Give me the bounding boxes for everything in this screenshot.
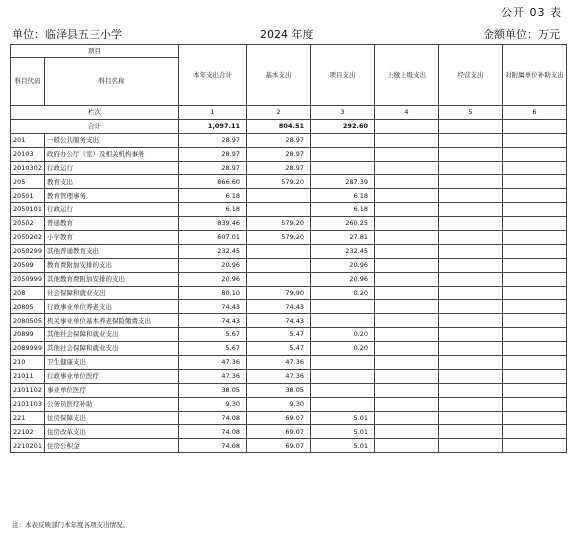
subject-name-cell: 住房保障支出	[45, 411, 179, 425]
item-cell: 5.01	[311, 411, 375, 425]
total-cell: 74.08	[179, 425, 247, 439]
subject-name-cell: 卫生健康支出	[45, 356, 179, 370]
total-cell: 839.46	[179, 217, 247, 231]
subject-code-cell: 20502	[11, 217, 45, 231]
business-cell	[439, 133, 503, 147]
index-cell: 5	[439, 106, 503, 120]
business-cell	[439, 258, 503, 272]
subsidiary-cell	[503, 439, 567, 453]
empty-cell	[503, 119, 567, 133]
business-cell	[439, 231, 503, 245]
item-cell	[311, 356, 375, 370]
item-cell	[311, 314, 375, 328]
table-row	[11, 258, 567, 272]
item-header: 项目支出	[311, 45, 375, 106]
item-cell	[311, 397, 375, 411]
header-row-top	[11, 45, 567, 58]
subsidiary-cell	[503, 161, 567, 175]
subject-name-cell: 教育支出	[45, 175, 179, 189]
basic-cell: 69.07	[247, 411, 311, 425]
basic-cell: 47.36	[247, 356, 311, 370]
subsidiary-header: 对附属单位补助支出	[503, 45, 567, 106]
empty-cell	[439, 119, 503, 133]
superior-cell	[375, 286, 439, 300]
subsidiary-cell	[503, 425, 567, 439]
item-cell: 5.01	[311, 425, 375, 439]
item-cell	[311, 147, 375, 161]
superior-cell	[375, 133, 439, 147]
subsidiary-cell	[503, 397, 567, 411]
subject-code-cell: 21011	[11, 369, 45, 383]
superior-cell	[375, 147, 439, 161]
superior-cell	[375, 217, 439, 231]
total-basic: 804.51	[247, 119, 311, 133]
item-cell	[311, 300, 375, 314]
subject-name-cell: 机关事业单位基本养老保险缴费支出	[45, 314, 179, 328]
basic-cell	[247, 189, 311, 203]
subsidiary-cell	[503, 217, 567, 231]
subsidiary-cell	[503, 203, 567, 217]
basic-cell	[247, 203, 311, 217]
subject-code-cell: 2080505	[11, 314, 45, 328]
total-cell: 20.96	[179, 272, 247, 286]
report-header	[12, 26, 560, 42]
subsidiary-cell	[503, 258, 567, 272]
total-cell: 232.45	[179, 244, 247, 258]
basic-cell: 69.07	[247, 439, 311, 453]
item-cell: 6.18	[311, 203, 375, 217]
business-cell	[439, 217, 503, 231]
subject-name-cell: 公务员医疗补助	[45, 397, 179, 411]
item-cell: 0.20	[311, 286, 375, 300]
subsidiary-cell	[503, 328, 567, 342]
name-header: 科目名称	[45, 58, 179, 106]
total-label: 合计	[11, 119, 179, 133]
subject-code-cell: 2101102	[11, 383, 45, 397]
subject-name-cell: 事业单位医疗	[45, 383, 179, 397]
subsidiary-cell	[503, 231, 567, 245]
business-cell	[439, 411, 503, 425]
business-cell	[439, 300, 503, 314]
superior-cell	[375, 244, 439, 258]
table-row	[11, 175, 567, 189]
form-number: 公开 03 表	[501, 6, 562, 19]
total-cell: 74.43	[179, 314, 247, 328]
subject-name-cell: 其他社会保障和就业支出	[45, 328, 179, 342]
item-cell: 232.45	[311, 244, 375, 258]
basic-cell: 28.97	[247, 161, 311, 175]
index-cell: 6	[503, 106, 567, 120]
item-cell: 5.01	[311, 439, 375, 453]
total-cell: 74.08	[179, 439, 247, 453]
item-cell: 27.81	[311, 231, 375, 245]
business-cell	[439, 286, 503, 300]
basic-cell	[247, 272, 311, 286]
table-row	[11, 244, 567, 258]
item-cell: 6.18	[311, 189, 375, 203]
table-row	[11, 161, 567, 175]
table-row	[11, 439, 567, 453]
total-cell: 38.05	[179, 383, 247, 397]
index-row	[11, 106, 567, 120]
total-cell: 5.67	[179, 328, 247, 342]
basic-cell: 5.47	[247, 328, 311, 342]
business-cell	[439, 244, 503, 258]
subject-code-cell: 2010302	[11, 161, 45, 175]
project-header: 项目	[11, 45, 179, 58]
item-cell	[311, 161, 375, 175]
superior-cell	[375, 369, 439, 383]
business-cell	[439, 203, 503, 217]
total-cell: 5.67	[179, 342, 247, 356]
subject-name-cell: 行政运行	[45, 161, 179, 175]
superior-cell	[375, 356, 439, 370]
basic-cell: 579.20	[247, 217, 311, 231]
business-cell	[439, 439, 503, 453]
business-header: 经营支出	[439, 45, 503, 106]
total-cell: 20.96	[179, 258, 247, 272]
basic-cell: 47.36	[247, 369, 311, 383]
subsidiary-cell	[503, 356, 567, 370]
money-unit-label: 金额单位：万元	[483, 28, 560, 41]
subject-name-cell: 行政运行	[45, 203, 179, 217]
table-row	[11, 133, 567, 147]
basic-cell: 9.30	[247, 397, 311, 411]
total-cell: 6.18	[179, 189, 247, 203]
code-header: 科目代码	[11, 58, 45, 106]
subject-name-cell: 教育管理事务	[45, 189, 179, 203]
basic-cell: 79.90	[247, 286, 311, 300]
superior-cell	[375, 383, 439, 397]
business-cell	[439, 397, 503, 411]
item-cell: 20.96	[311, 258, 375, 272]
subject-code-cell: 2210201	[11, 439, 45, 453]
business-cell	[439, 189, 503, 203]
basic-cell: 28.97	[247, 133, 311, 147]
table-row	[11, 425, 567, 439]
item-cell: 260.25	[311, 217, 375, 231]
subject-code-cell: 2101103	[11, 397, 45, 411]
superior-cell	[375, 231, 439, 245]
index-cell: 1	[179, 106, 247, 120]
subject-code-cell: 210	[11, 356, 45, 370]
subject-code-cell: 20899	[11, 328, 45, 342]
table-row	[11, 147, 567, 161]
subject-name-cell: 其他教育费附加安排的支出	[45, 272, 179, 286]
subject-code-cell: 201	[11, 133, 45, 147]
total-cell: 28.97	[179, 147, 247, 161]
superior-cell	[375, 189, 439, 203]
table-row	[11, 217, 567, 231]
subsidiary-cell	[503, 272, 567, 286]
business-cell	[439, 147, 503, 161]
subsidiary-cell	[503, 411, 567, 425]
table-row	[11, 356, 567, 370]
subject-name-cell: 行政事业单位医疗	[45, 369, 179, 383]
total-cell: 47.36	[179, 356, 247, 370]
total-cell: 607.01	[179, 231, 247, 245]
superior-cell	[375, 272, 439, 286]
total-cell: 47.36	[179, 369, 247, 383]
basic-cell: 579.20	[247, 175, 311, 189]
table-row	[11, 328, 567, 342]
business-cell	[439, 328, 503, 342]
table-row	[11, 397, 567, 411]
basic-cell: 74.43	[247, 300, 311, 314]
basic-cell: 579.20	[247, 231, 311, 245]
table-row	[11, 272, 567, 286]
table-row	[11, 203, 567, 217]
subject-code-cell: 205	[11, 175, 45, 189]
index-cell: 4	[375, 106, 439, 120]
subject-code-cell: 221	[11, 411, 45, 425]
business-cell	[439, 175, 503, 189]
business-cell	[439, 425, 503, 439]
subject-name-cell: 住房公积金	[45, 439, 179, 453]
table-row	[11, 342, 567, 356]
table-row	[11, 411, 567, 425]
business-cell	[439, 356, 503, 370]
superior-cell	[375, 439, 439, 453]
total-cell: 28.97	[179, 161, 247, 175]
basic-cell	[247, 258, 311, 272]
subject-code-cell: 22102	[11, 425, 45, 439]
total-cell: 866.60	[179, 175, 247, 189]
total-row	[11, 119, 567, 133]
basic-cell: 38.05	[247, 383, 311, 397]
subsidiary-cell	[503, 286, 567, 300]
subject-code-cell: 20501	[11, 189, 45, 203]
superior-header: 上缴上级支出	[375, 45, 439, 106]
subject-code-cell: 208	[11, 286, 45, 300]
index-label: 栏次	[11, 106, 179, 120]
subject-code-cell: 2089999	[11, 342, 45, 356]
subject-code-cell: 20103	[11, 147, 45, 161]
business-cell	[439, 342, 503, 356]
subject-code-cell: 2050299	[11, 244, 45, 258]
total-cell: 80.10	[179, 286, 247, 300]
unit-label: 单位：临泽县五三小学	[12, 28, 122, 41]
superior-cell	[375, 425, 439, 439]
total-item: 292.60	[311, 119, 375, 133]
subject-code-cell: 2050999	[11, 272, 45, 286]
table-row	[11, 286, 567, 300]
subsidiary-cell	[503, 300, 567, 314]
item-cell: 287.39	[311, 175, 375, 189]
total-cell: 74.43	[179, 300, 247, 314]
superior-cell	[375, 161, 439, 175]
superior-cell	[375, 203, 439, 217]
subsidiary-cell	[503, 342, 567, 356]
subject-code-cell: 20509	[11, 258, 45, 272]
subject-name-cell: 社会保障和就业支出	[45, 286, 179, 300]
table-row	[11, 231, 567, 245]
subject-name-cell: 普通教育	[45, 217, 179, 231]
subject-name-cell: 一般公共服务支出	[45, 133, 179, 147]
superior-cell	[375, 328, 439, 342]
subsidiary-cell	[503, 314, 567, 328]
total-cell: 74.08	[179, 411, 247, 425]
total-amount: 1,097.11	[179, 119, 247, 133]
subsidiary-cell	[503, 383, 567, 397]
basic-cell: 74.43	[247, 314, 311, 328]
superior-cell	[375, 258, 439, 272]
index-cell: 2	[247, 106, 311, 120]
superior-cell	[375, 314, 439, 328]
subsidiary-cell	[503, 369, 567, 383]
item-cell: 0.20	[311, 342, 375, 356]
footnote: 注：本表反映部门本年度各项支出情况。	[12, 521, 129, 529]
table-row	[11, 314, 567, 328]
superior-cell	[375, 342, 439, 356]
expenditure-table	[10, 44, 567, 453]
table-row	[11, 369, 567, 383]
subject-code-cell: 2050101	[11, 203, 45, 217]
subject-name-cell: 住房改革支出	[45, 425, 179, 439]
subsidiary-cell	[503, 147, 567, 161]
basic-header: 基本支出	[247, 45, 311, 106]
total-header: 本年支出合计	[179, 45, 247, 106]
empty-cell	[375, 119, 439, 133]
table-row	[11, 300, 567, 314]
subject-name-cell: 行政事业单位养老支出	[45, 300, 179, 314]
basic-cell	[247, 244, 311, 258]
basic-cell: 69.07	[247, 425, 311, 439]
business-cell	[439, 369, 503, 383]
business-cell	[439, 314, 503, 328]
item-cell	[311, 383, 375, 397]
table-row	[11, 383, 567, 397]
subject-name-cell: 教育费附加安排的支出	[45, 258, 179, 272]
year-label: 2024 年度	[260, 28, 314, 41]
business-cell	[439, 272, 503, 286]
basic-cell: 5.47	[247, 342, 311, 356]
superior-cell	[375, 175, 439, 189]
subsidiary-cell	[503, 189, 567, 203]
superior-cell	[375, 411, 439, 425]
subsidiary-cell	[503, 133, 567, 147]
basic-cell: 28.97	[247, 147, 311, 161]
total-cell: 9.30	[179, 397, 247, 411]
subject-name-cell: 政府办公厅（室）及相关机构事务	[45, 147, 179, 161]
item-cell: 0.20	[311, 328, 375, 342]
total-cell: 6.18	[179, 203, 247, 217]
item-cell: 20.96	[311, 272, 375, 286]
business-cell	[439, 161, 503, 175]
subsidiary-cell	[503, 175, 567, 189]
superior-cell	[375, 397, 439, 411]
superior-cell	[375, 300, 439, 314]
subject-code-cell: 20805	[11, 300, 45, 314]
subject-name-cell: 其他普通教育支出	[45, 244, 179, 258]
subject-code-cell: 2050202	[11, 231, 45, 245]
total-cell: 28.97	[179, 133, 247, 147]
subject-name-cell: 其他社会保障和就业支出	[45, 342, 179, 356]
subject-name-cell: 小学教育	[45, 231, 179, 245]
table-row	[11, 189, 567, 203]
business-cell	[439, 383, 503, 397]
index-cell: 3	[311, 106, 375, 120]
subsidiary-cell	[503, 244, 567, 258]
item-cell	[311, 369, 375, 383]
item-cell	[311, 133, 375, 147]
